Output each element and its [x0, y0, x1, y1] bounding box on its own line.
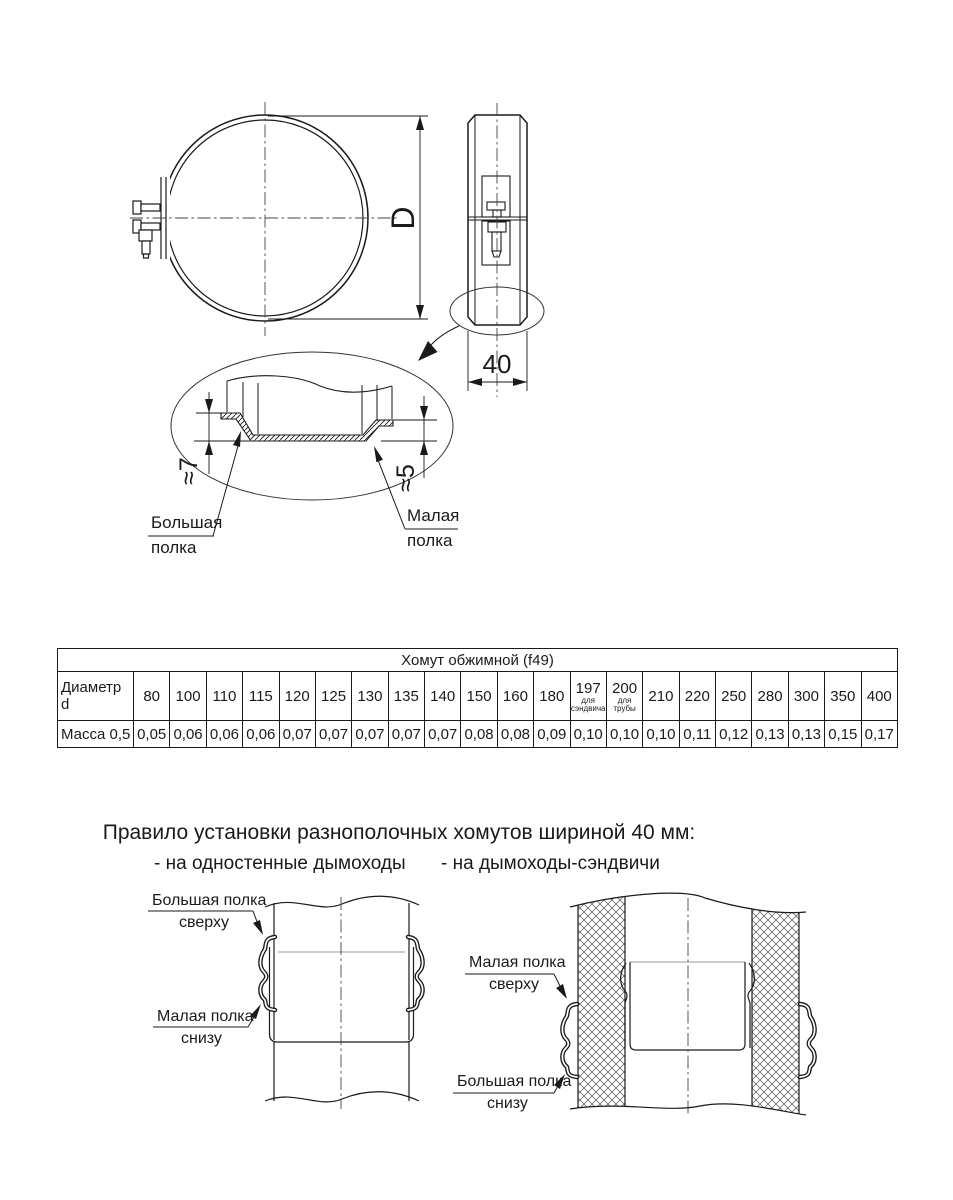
diameter-cell: 140 [425, 672, 461, 721]
diameter-cell: 280 [752, 672, 788, 721]
diameter-cell: 400 [861, 672, 898, 721]
insulation-right [752, 893, 799, 1118]
insulation-left [578, 893, 625, 1118]
small-flange-label-line1: Малая [407, 506, 460, 525]
diameter-cell: 350 [825, 672, 861, 721]
detail-leader-arrow [418, 341, 438, 361]
sw-bottom-label-line1: Малая полка [157, 1008, 254, 1025]
sw-top-label-line2: сверху [179, 914, 229, 931]
diameter-cell: 220 [679, 672, 715, 721]
diameter-row-label: Диаметр d [58, 672, 134, 721]
diameter-row [58, 672, 898, 721]
diameter-cell: 110 [206, 672, 242, 721]
dimension-label-5: ≈5 [392, 464, 420, 492]
mass-cell: 0,12 [716, 721, 752, 748]
mass-cell: 0,10 [570, 721, 606, 748]
mass-cell: 0,06 [170, 721, 206, 748]
detail-leader-curve [431, 326, 459, 345]
sw-bottom-label-line2: снизу [181, 1030, 222, 1047]
dimension-label-40: 40 [482, 349, 512, 379]
lock-slot-upper [482, 176, 510, 217]
mass-cell: 0,15 [825, 721, 861, 748]
single-wall-heading: - на одностенные дымоходы [154, 853, 406, 874]
sandwich-heading: - на дымоходы-сэндвичи [441, 853, 660, 874]
mass-cell: 0,13 [788, 721, 824, 748]
diameter-cell: 160 [497, 672, 533, 721]
diameter-cell: 100 [170, 672, 206, 721]
big-flange-label-line2: полка [151, 538, 197, 557]
mass-cell: 0,07 [315, 721, 351, 748]
sandwich-top-label-line2: сверху [489, 976, 539, 993]
diameter-cell: 150 [461, 672, 497, 721]
mass-cell: 0,05 [134, 721, 170, 748]
diameter-cell: 180 [534, 672, 570, 721]
diameter-cell: 115 [243, 672, 279, 721]
socket-outline [270, 947, 414, 1042]
small-flange-label-line2: полка [407, 531, 453, 550]
mass-cell: 0,17 [861, 721, 898, 748]
dimension-label-D: D [385, 206, 421, 230]
diameter-cell: 200 для трубы [606, 672, 642, 721]
mass-row-label: Масса 0,5 [58, 721, 134, 748]
mass-cell: 0,11 [679, 721, 715, 748]
diameter-cell: 300 [788, 672, 824, 721]
sandwich-bottom-label-line1: Большая полка [457, 1073, 572, 1090]
mass-cell: 0,10 [643, 721, 679, 748]
mass-cell: 0,13 [752, 721, 788, 748]
pipe-break-top [265, 896, 419, 907]
mass-cell: 0,10 [606, 721, 642, 748]
sw-top-label-line1: Большая полка [152, 892, 267, 909]
diameter-cell: 120 [279, 672, 315, 721]
diameter-cell: 125 [315, 672, 351, 721]
mass-cell: 0,07 [425, 721, 461, 748]
mass-cell: 0,07 [279, 721, 315, 748]
mass-cell: 0,08 [461, 721, 497, 748]
mass-row [58, 721, 898, 748]
diameter-cell: 197 для сэндвича [570, 672, 606, 721]
inner-liner [630, 962, 745, 1050]
mass-cell: 0,06 [243, 721, 279, 748]
pipe-break-bottom [265, 1092, 419, 1102]
band-break-line [227, 376, 392, 392]
diameter-cell: 130 [352, 672, 388, 721]
mass-cell: 0,07 [388, 721, 424, 748]
mass-cell: 0,08 [497, 721, 533, 748]
rules-title: Правило установки разнополочных хомутов шириной 40 мм: [102, 821, 696, 844]
mass-cell: 0,07 [352, 721, 388, 748]
mass-cell: 0,06 [206, 721, 242, 748]
diameter-cell: 80 [134, 672, 170, 721]
sandwich-bottom-label-line2: снизу [487, 1095, 528, 1112]
worm-lock [133, 201, 160, 258]
sandwich-top-label-line1: Малая полка [469, 954, 566, 971]
table-title-row [58, 649, 898, 672]
big-flange-label-line1: Большая [151, 513, 223, 532]
diameter-cell: 210 [643, 672, 679, 721]
diameter-cell: 250 [716, 672, 752, 721]
diameter-cell: 135 [388, 672, 424, 721]
dimension-label-7: ≈7 [175, 457, 203, 485]
mass-cell: 0,09 [534, 721, 570, 748]
flange-section [221, 413, 393, 441]
table-title: Хомут обжимной (f49) [58, 649, 898, 672]
spec-table [57, 648, 898, 748]
